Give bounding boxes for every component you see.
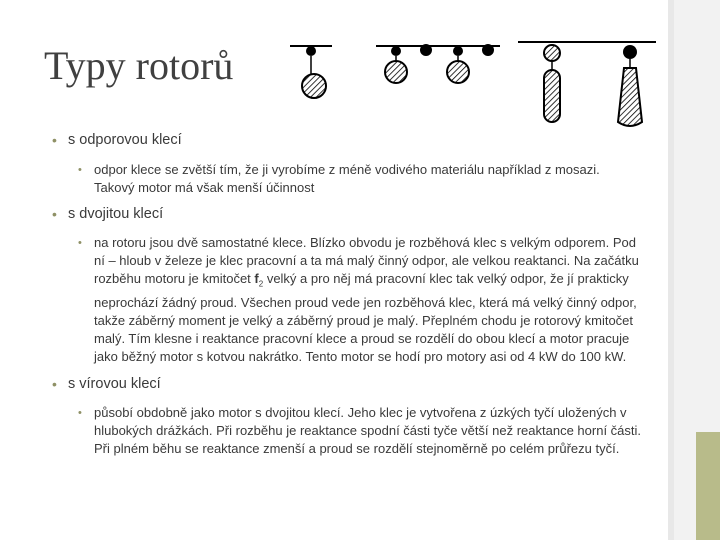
frequency-symbol: f [254, 271, 259, 286]
section-text-deep-bar-cage [52, 404, 642, 458]
rotor-types-figure [290, 38, 656, 130]
section-body-text: působí obdobně jako motor s dvojitou klecí. Jeho klec je vytvořena z úzkých tyčí uložených v hlubokých drážkách. Při rozběhu je reaktance spodní části tyče větší než reaktance horní části. Při plném běhu se reaktance zmenší a proud se rozdělí stejnoměrně po celém průřezu tyčí. [94, 404, 642, 456]
decorative-sidebar [668, 0, 720, 540]
section-heading-text: s vírovou klecí [68, 375, 161, 392]
sidebar-accent-block [696, 432, 720, 540]
frequency-subscript: 2 [258, 279, 264, 289]
double-cage-bar-icon [376, 44, 500, 83]
section-heading-deep-bar-cage [52, 376, 642, 392]
page-title: Typy rotorů [44, 43, 234, 88]
slide-content [52, 132, 642, 458]
deep-bar-icon [518, 42, 656, 126]
bullet-icon: • [78, 237, 82, 249]
section-text-resistance-cage [52, 161, 642, 197]
section-text-double-cage [52, 234, 642, 366]
section-heading-text: s dvojitou klecí [68, 206, 164, 222]
section-heading-text: s odporovou klecí [68, 132, 182, 148]
section-body-text-continued: velký a pro něj má pracovní klec tak velký odpor, že jí prakticky neprochází žádný proud. Všechen proud vede jen rozběhová klec, která má velký činný odpor, takže záběrný moment je velký a záběrný proud je malý. Přeplném chodu je rotorový kmitočet malý. Tím klesne i reaktance pracovní klece a proud se rozdělí do obou klecí a motor pracuje jako běžný motor s kotvou nakrátko. Tento motor se hodí pro motory asi od 4 kW do 100 kW. [94, 271, 637, 364]
bullet-icon: • [52, 132, 57, 148]
section-heading-double-cage [52, 206, 642, 222]
sidebar-divider [668, 0, 674, 540]
bullet-icon: • [78, 406, 82, 419]
bullet-icon: • [78, 164, 82, 176]
section-heading-resistance-cage [52, 132, 642, 148]
bullet-icon: • [52, 206, 57, 222]
single-cage-bar-icon [290, 46, 332, 98]
section-body-text: odpor klece se zvětší tím, že ji vyrobíme z méně vodivého materiálu například z mosazi. Takový motor má však menší účinnost [94, 162, 600, 195]
section-body-text: na rotoru jsou dvě samostatné klece. Blízko obvodu je rozběhová klec s velkým odporem. Pod ní – hloub v železe je klec pracovní a ta má malý činný odpor, ale velkou reaktanci. Na začátku rozběhu motoru je kmitočet [94, 235, 639, 286]
bullet-icon: • [52, 375, 57, 392]
